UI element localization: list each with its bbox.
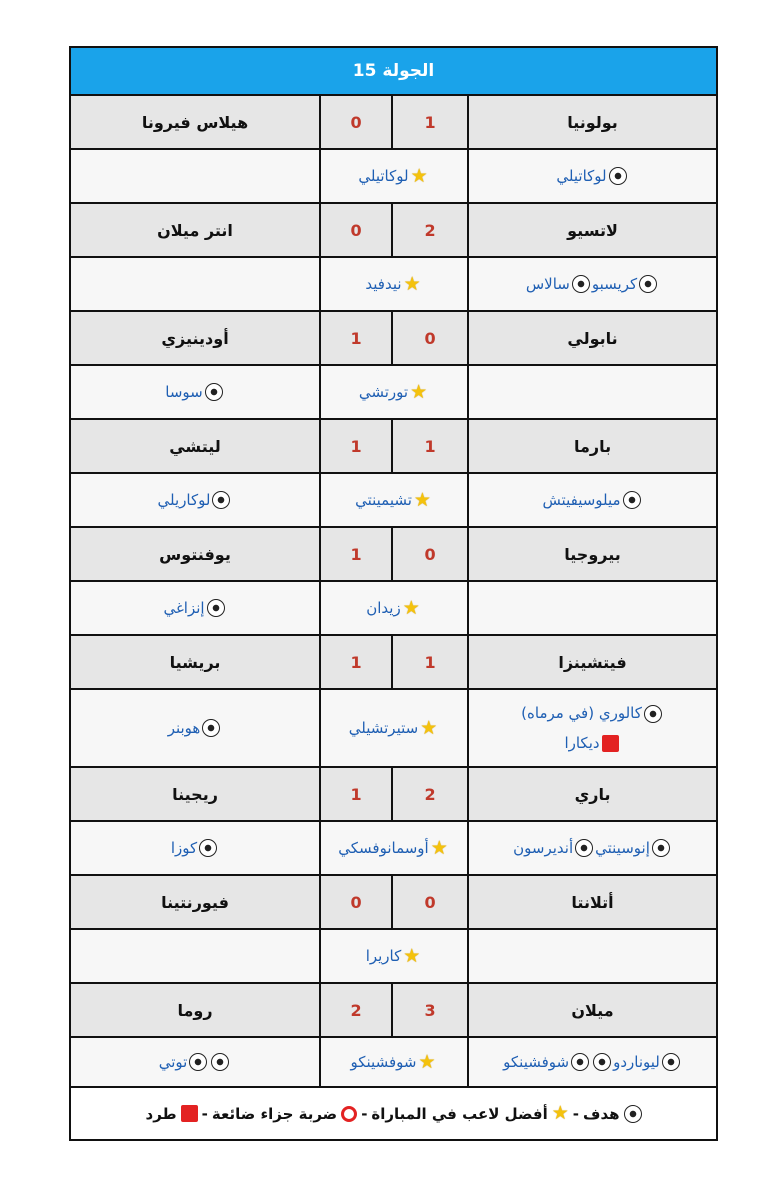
away-team-name: يوفنتوس	[159, 544, 231, 564]
mvp-name: نيدفيد	[365, 275, 402, 293]
table-cell	[467, 312, 716, 364]
table-cell	[319, 312, 391, 364]
table-cell	[71, 636, 319, 688]
table-cell	[71, 984, 319, 1036]
mvp-name: شوفشينكو	[350, 1053, 417, 1071]
man-of-the-match	[319, 822, 467, 874]
match-details-row	[71, 690, 716, 768]
home-team-name: بولونيا	[567, 112, 618, 132]
away-score-value: 1	[350, 652, 362, 672]
soccer-ball-icon	[572, 275, 590, 293]
scorer-name: لوكاريلي	[157, 491, 211, 509]
away-score-value: 0	[350, 112, 362, 132]
star-icon: ★	[413, 488, 431, 511]
table-cell	[71, 204, 319, 256]
star-icon: ★	[402, 596, 420, 619]
table-cell	[71, 876, 319, 928]
table-cell	[467, 528, 716, 580]
scorer-name: ميلوسيفيتش	[542, 491, 621, 509]
home-scorers	[467, 258, 716, 310]
away-score-value: 0	[350, 892, 362, 912]
match-row	[71, 96, 716, 150]
table-cell	[467, 768, 716, 820]
star-icon: ★	[410, 164, 428, 187]
man-of-the-match	[319, 930, 467, 982]
home-team-name: باري	[574, 784, 611, 804]
match-row	[71, 984, 716, 1038]
home-scorers	[467, 930, 716, 982]
table-cell	[391, 420, 467, 472]
man-of-the-match	[319, 582, 467, 634]
home-score-value: 0	[424, 544, 436, 564]
away-scorers	[71, 258, 319, 310]
star-icon: ★	[403, 944, 421, 967]
legend-mvp: أفضل لاعب في المباراة	[371, 1104, 548, 1123]
match-details-row	[71, 1038, 716, 1088]
away-scorers	[71, 366, 319, 418]
mvp-name: تورتشي	[358, 383, 409, 401]
match-details-row	[71, 822, 716, 876]
mvp-name: ستيرتشيلي	[348, 719, 419, 737]
table-cell	[391, 636, 467, 688]
home-team-name: لاتسيو	[567, 220, 618, 240]
table-cell	[71, 528, 319, 580]
home-score-value: 0	[424, 328, 436, 348]
match-details-row	[71, 582, 716, 636]
soccer-ball-icon	[593, 1053, 611, 1071]
table-cell	[319, 420, 391, 472]
away-score-value: 1	[350, 544, 362, 564]
mvp-name: لوكاتيلي	[358, 167, 409, 185]
soccer-ball-icon	[624, 1105, 642, 1123]
table-cell	[319, 984, 391, 1036]
away-scorers	[71, 1038, 319, 1086]
scorer-name: إنزاغي	[163, 599, 205, 617]
away-score-value: 1	[350, 436, 362, 456]
mvp-name: زيدان	[366, 599, 401, 617]
match-row	[71, 312, 716, 366]
away-team-name: بريشيا	[169, 652, 221, 672]
man-of-the-match	[319, 150, 467, 202]
table-cell	[319, 528, 391, 580]
table-cell	[391, 312, 467, 364]
match-row	[71, 204, 716, 258]
home-team-name: أتلانتا	[571, 892, 614, 912]
home-score-value: 3	[424, 1000, 436, 1020]
soccer-ball-icon	[571, 1053, 589, 1071]
table-cell	[391, 876, 467, 928]
home-scorers	[467, 690, 716, 766]
home-team-name: ميلان	[571, 1000, 614, 1020]
home-score	[391, 96, 467, 148]
mvp-name: تشيمينتي	[355, 491, 412, 509]
scorer-name: سوسا	[165, 383, 203, 401]
match-details-row	[71, 366, 716, 420]
table-cell	[391, 768, 467, 820]
table-cell	[467, 876, 716, 928]
table-cell	[391, 204, 467, 256]
round-title: الجولة 15	[352, 61, 435, 81]
away-score-value: 0	[350, 220, 362, 240]
home-score-value: 2	[424, 784, 436, 804]
away-score-value: 1	[350, 784, 362, 804]
scorer-name: كالوري (في مرماه)	[521, 704, 642, 722]
soccer-ball-icon	[644, 705, 662, 723]
table-cell	[467, 636, 716, 688]
match-details-row	[71, 930, 716, 984]
away-scorers	[71, 822, 319, 874]
home-score-value: 0	[424, 892, 436, 912]
table-cell	[319, 768, 391, 820]
legend-missed-penalty: ضربة جزاء ضائعة	[211, 1104, 338, 1123]
home-team	[467, 96, 716, 148]
away-team-name: ريجينا	[172, 784, 218, 804]
star-icon: ★	[430, 836, 448, 859]
soccer-ball-icon	[652, 839, 670, 857]
soccer-ball-icon	[207, 599, 225, 617]
home-team-name: نابولي	[567, 328, 618, 348]
match-details-row	[71, 258, 716, 312]
sent-off-player: ديكارا	[564, 734, 600, 752]
star-icon: ★	[418, 1050, 436, 1073]
round-header	[71, 48, 716, 96]
away-scorers	[71, 474, 319, 526]
scorer-name: كريسبو	[591, 275, 638, 293]
match-details-row	[71, 150, 716, 204]
soccer-ball-icon	[202, 719, 220, 737]
mvp-name: كاريرا	[365, 947, 402, 965]
away-scorers	[71, 930, 319, 982]
match-row	[71, 636, 716, 690]
star-icon: ★	[403, 272, 421, 295]
scorer-name: شوفشينكو	[503, 1053, 570, 1071]
away-team-name: هيلاس فيرونا	[141, 112, 249, 132]
star-icon: ★	[420, 716, 438, 739]
match-row	[71, 528, 716, 582]
table-cell	[71, 768, 319, 820]
legend-separator: -	[572, 1104, 580, 1123]
scorer-name: ليوناردو	[613, 1053, 660, 1071]
home-scorers	[467, 366, 716, 418]
away-score-value: 2	[350, 1000, 362, 1020]
missed-penalty-icon	[341, 1106, 357, 1122]
red-card-icon	[181, 1105, 198, 1122]
man-of-the-match	[319, 258, 467, 310]
soccer-ball-icon	[211, 1053, 229, 1071]
home-scorers	[467, 1038, 716, 1086]
legend	[71, 1088, 716, 1139]
table-cell	[467, 204, 716, 256]
table-cell	[319, 636, 391, 688]
scorer-name: أنديرسون	[513, 839, 574, 857]
table-cell	[391, 984, 467, 1036]
scorer-name: سالاس	[525, 275, 570, 293]
mvp-name: أوسمانوفسكي	[338, 839, 429, 857]
scorer-name: توتي	[158, 1053, 188, 1071]
home-team-name: فيتشينزا	[558, 652, 627, 672]
man-of-the-match	[319, 690, 467, 766]
home-scorers	[467, 150, 716, 202]
match-row	[71, 768, 716, 822]
scorer-name: لوكاتيلي	[556, 167, 607, 185]
home-scorers	[467, 582, 716, 634]
home-scorers	[467, 474, 716, 526]
red-card-icon	[602, 735, 619, 752]
round-table	[69, 46, 718, 1141]
legend-separator: -	[201, 1104, 208, 1123]
away-team-name: ليتشي	[169, 436, 221, 456]
scorer-name: إنوسينتي	[595, 839, 650, 857]
home-team-name: بارما	[573, 436, 612, 456]
soccer-ball-icon	[639, 275, 657, 293]
home-score-value: 1	[424, 112, 436, 132]
soccer-ball-icon	[575, 839, 593, 857]
star-icon: ★	[551, 1102, 569, 1124]
legend-separator: -	[361, 1104, 368, 1123]
table-cell	[467, 984, 716, 1036]
table-cell	[71, 420, 319, 472]
away-scorers	[71, 690, 319, 766]
table-cell	[71, 312, 319, 364]
table-cell	[391, 528, 467, 580]
away-team-name: فيورنتينا	[161, 892, 229, 912]
soccer-ball-icon	[189, 1053, 207, 1071]
away-score	[319, 96, 391, 148]
soccer-ball-icon	[205, 383, 223, 401]
away-scorers	[71, 150, 319, 202]
away-team-name: روما	[177, 1000, 213, 1020]
table-cell	[319, 204, 391, 256]
away-scorers	[71, 582, 319, 634]
home-score-value: 2	[424, 220, 436, 240]
home-scorers	[467, 822, 716, 874]
soccer-ball-icon	[609, 167, 627, 185]
soccer-ball-icon	[199, 839, 217, 857]
match-row	[71, 876, 716, 930]
man-of-the-match	[319, 366, 467, 418]
home-score-value: 1	[424, 436, 436, 456]
scorer-name: كوزا	[170, 839, 198, 857]
star-icon: ★	[410, 380, 428, 403]
man-of-the-match	[319, 1038, 467, 1086]
away-team-name: انتر ميلان	[157, 220, 233, 240]
legend-red-card: طرد	[145, 1104, 177, 1123]
soccer-ball-icon	[623, 491, 641, 509]
match-row	[71, 420, 716, 474]
man-of-the-match	[319, 474, 467, 526]
table-cell	[467, 420, 716, 472]
table-cell	[319, 876, 391, 928]
away-team	[71, 96, 319, 148]
scorer-name: هوبنر	[167, 719, 201, 737]
home-score-value: 1	[424, 652, 436, 672]
soccer-ball-icon	[662, 1053, 680, 1071]
home-team-name: بيروجيا	[564, 544, 621, 564]
match-details-row	[71, 474, 716, 528]
away-team-name: أودينيزي	[161, 328, 229, 348]
away-score-value: 1	[350, 328, 362, 348]
legend-goal: هدف	[583, 1104, 620, 1123]
soccer-ball-icon	[212, 491, 230, 509]
